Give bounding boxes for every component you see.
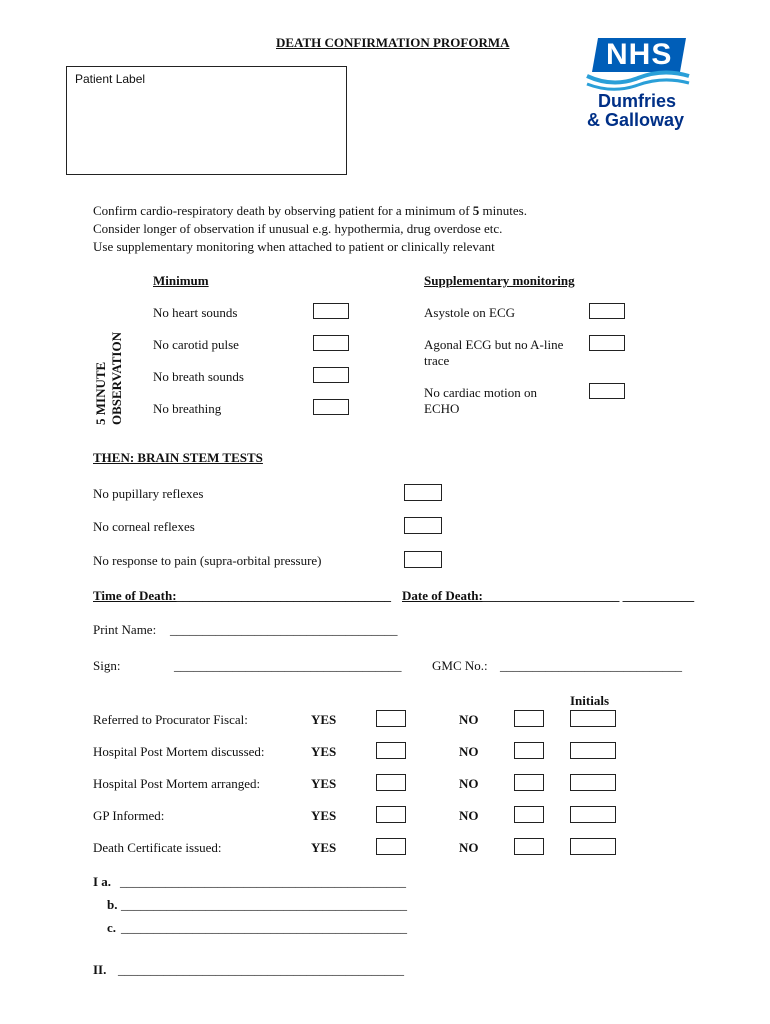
initials-box[interactable] bbox=[570, 710, 616, 727]
initials-box[interactable] bbox=[570, 742, 616, 759]
checklist-row-label: Hospital Post Mortem discussed: bbox=[93, 744, 265, 759]
cause-ia-line[interactable]: ____________________________________________ bbox=[120, 874, 406, 889]
cause-ii-line[interactable]: ____________________________________________ bbox=[118, 962, 404, 977]
yes-checkbox[interactable] bbox=[376, 742, 406, 759]
intro-line-1: Confirm cardio-respiratory death by observing patient for a minimum of 5 minutes. bbox=[93, 203, 527, 218]
minimum-heading: Minimum bbox=[153, 273, 209, 288]
minimum-checkbox[interactable] bbox=[313, 303, 349, 319]
yes-checkbox[interactable] bbox=[376, 838, 406, 855]
initials-heading: Initials bbox=[570, 693, 610, 708]
supplementary-item: No cardiac motion on bbox=[424, 385, 537, 400]
brain-stem-checkbox[interactable] bbox=[404, 517, 442, 534]
no-label: NO bbox=[459, 776, 479, 791]
initials-box[interactable] bbox=[570, 806, 616, 823]
intro-line-2: Consider longer of observation if unusual e.g. hypothermia, drug overdose etc. bbox=[93, 221, 503, 236]
sign-label: Sign: bbox=[93, 658, 121, 673]
supplementary-item: Agonal ECG but no A-line bbox=[424, 337, 564, 352]
brain-stem-heading: THEN: BRAIN STEM TESTS bbox=[93, 450, 263, 465]
logo-line-1: Dumfries bbox=[598, 91, 677, 111]
date-of-death-line: _____________________ ___________ bbox=[482, 588, 695, 603]
cause-ii-label: II. bbox=[93, 962, 107, 977]
patient-label-text: Patient Label bbox=[75, 72, 146, 86]
cause-c-line[interactable]: ____________________________________________ bbox=[121, 920, 407, 935]
print-name-line[interactable]: ___________________________________ bbox=[170, 622, 398, 637]
initials-box[interactable] bbox=[570, 838, 616, 855]
logo-line-2: & Galloway bbox=[587, 110, 685, 130]
no-checkbox[interactable] bbox=[514, 774, 544, 791]
supplementary-checkbox[interactable] bbox=[589, 335, 625, 351]
checklist-row-label: Death Certificate issued: bbox=[93, 840, 222, 855]
cause-c-label: c. bbox=[107, 920, 117, 935]
date-of-death-field[interactable] bbox=[402, 588, 694, 604]
wave-icon bbox=[585, 68, 691, 92]
no-label: NO bbox=[459, 840, 479, 855]
side-label-line-2: OBSERVATION bbox=[109, 332, 124, 425]
brain-stem-checkbox[interactable] bbox=[404, 484, 442, 501]
nhs-logo-mark bbox=[592, 38, 686, 72]
cause-b-label: b. bbox=[107, 897, 118, 912]
checklist-row-label: GP Informed: bbox=[93, 808, 165, 823]
minimum-checkbox[interactable] bbox=[313, 399, 349, 415]
no-label: NO bbox=[459, 808, 479, 823]
minimum-checkbox[interactable] bbox=[313, 335, 349, 351]
no-checkbox[interactable] bbox=[514, 806, 544, 823]
cause-ia-label: I a. bbox=[93, 874, 112, 889]
time-of-death-line: _________________________________ bbox=[176, 588, 392, 603]
sign-line[interactable]: ___________________________________ bbox=[174, 658, 402, 673]
date-of-death-label: Date of Death: bbox=[402, 588, 483, 603]
patient-label-box[interactable] bbox=[66, 66, 347, 175]
minimum-item: No heart sounds bbox=[153, 305, 238, 320]
supplementary-item-cont: ECHO bbox=[424, 401, 460, 416]
minimum-checkbox[interactable] bbox=[313, 367, 349, 383]
supplementary-item: Asystole on ECG bbox=[424, 305, 515, 320]
checklist-row-label: Hospital Post Mortem arranged: bbox=[93, 776, 261, 791]
checklist-row-label: Referred to Procurator Fiscal: bbox=[93, 712, 248, 727]
no-label: NO bbox=[459, 712, 479, 727]
brain-stem-checkbox[interactable] bbox=[404, 551, 442, 568]
no-checkbox[interactable] bbox=[514, 838, 544, 855]
gmc-label: GMC No.: bbox=[432, 658, 488, 673]
no-checkbox[interactable] bbox=[514, 710, 544, 727]
yes-checkbox[interactable] bbox=[376, 710, 406, 727]
page-title: DEATH CONFIRMATION PROFORMA bbox=[276, 35, 510, 50]
initials-box[interactable] bbox=[570, 774, 616, 791]
print-name-label: Print Name: bbox=[93, 622, 157, 637]
side-label-line-1: 5 MINUTE bbox=[93, 361, 108, 425]
no-checkbox[interactable] bbox=[514, 742, 544, 759]
intro-line-3: Use supplementary monitoring when attached to patient or clinically relevant bbox=[93, 239, 495, 254]
time-of-death-label: Time of Death: bbox=[93, 588, 177, 603]
yes-checkbox[interactable] bbox=[376, 806, 406, 823]
gmc-line[interactable]: ____________________________ bbox=[500, 658, 682, 673]
supplementary-checkbox[interactable] bbox=[589, 383, 625, 399]
yes-label: YES bbox=[311, 744, 337, 759]
cause-b-line[interactable]: ____________________________________________ bbox=[121, 897, 407, 912]
brain-stem-item: No corneal reflexes bbox=[93, 519, 195, 534]
supplementary-item-cont: trace bbox=[424, 353, 450, 368]
minimum-item: No breath sounds bbox=[153, 369, 244, 384]
no-label: NO bbox=[459, 744, 479, 759]
yes-checkbox[interactable] bbox=[376, 774, 406, 791]
nhs-logo-text: NHS bbox=[605, 38, 673, 71]
minimum-item: No carotid pulse bbox=[153, 337, 239, 352]
supplementary-heading: Supplementary monitoring bbox=[424, 273, 575, 288]
yes-label: YES bbox=[311, 808, 337, 823]
yes-label: YES bbox=[311, 840, 337, 855]
brain-stem-item: No response to pain (supra-orbital pressure) bbox=[93, 553, 322, 568]
yes-label: YES bbox=[311, 776, 337, 791]
supplementary-checkbox[interactable] bbox=[589, 303, 625, 319]
yes-label: YES bbox=[311, 712, 337, 727]
time-of-death-field[interactable] bbox=[93, 588, 391, 604]
brain-stem-item: No pupillary reflexes bbox=[93, 486, 204, 501]
minimum-item: No breathing bbox=[153, 401, 222, 416]
